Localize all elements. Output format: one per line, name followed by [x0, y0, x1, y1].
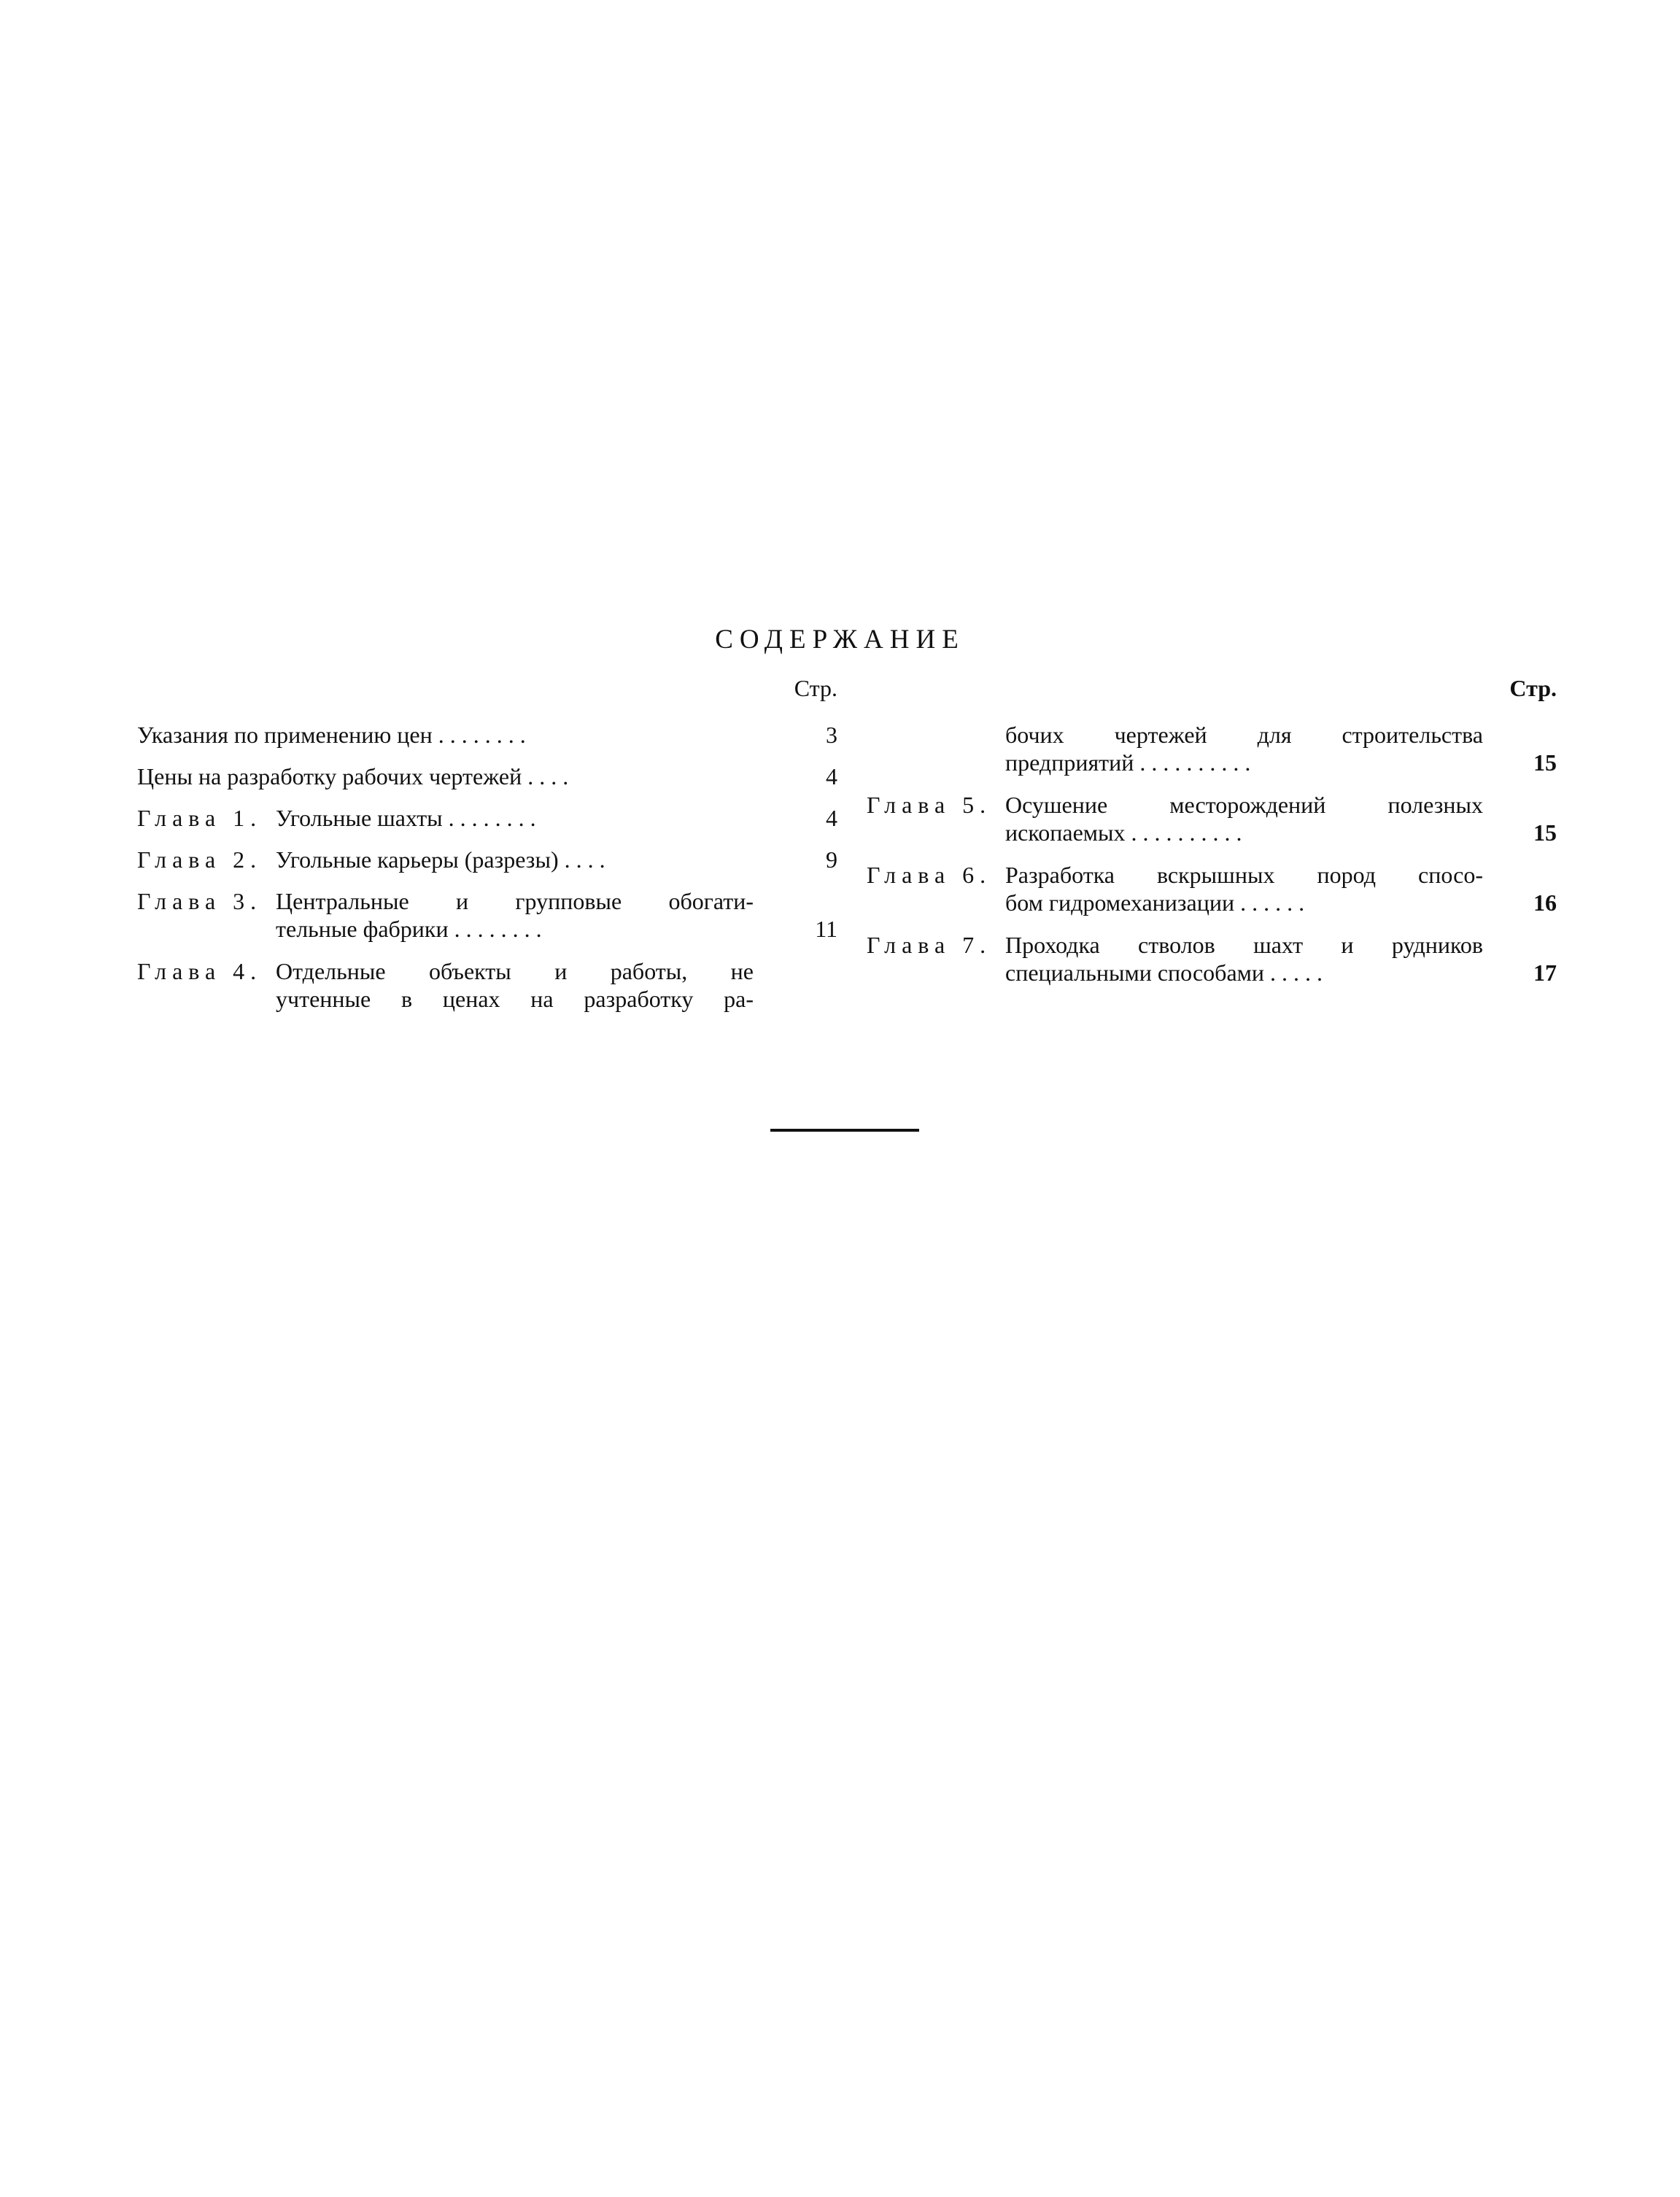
toc-entry-line: Угольные шахты . . . . . . . .	[276, 805, 536, 831]
chapter-label: Глава 6.	[867, 862, 992, 888]
toc-entry-text	[1005, 721, 1483, 776]
page-column-header: Стр.	[794, 675, 837, 701]
toc-entry[interactable]	[867, 861, 1557, 931]
toc-entry-text	[137, 762, 754, 790]
toc-entry-line: учтенные в ценах на разработку ра-	[276, 986, 754, 1012]
toc-entry-text	[137, 721, 754, 749]
page-title: СОДЕРЖАНИЕ	[715, 625, 965, 655]
toc-entry-page: 9	[826, 846, 837, 873]
toc-entry-line: специальными способами . . . . .	[1005, 960, 1323, 986]
toc-entry-text	[1005, 861, 1483, 916]
toc-entry-page: 15	[1533, 749, 1557, 776]
toc-entry-page: 15	[1533, 819, 1557, 846]
toc-entry[interactable]	[867, 721, 1557, 791]
chapter-label: Глава 1.	[137, 805, 263, 831]
toc-entry-text	[276, 804, 754, 832]
toc-entry-page: 3	[826, 722, 837, 748]
toc-entries-left	[137, 721, 837, 1013]
toc-entry[interactable]	[137, 957, 837, 1013]
chapter-label: Глава 5.	[867, 792, 992, 818]
toc-entries-right	[867, 721, 1557, 986]
chapter-label: Глава 4.	[137, 958, 263, 984]
toc-entry-page: 16	[1533, 889, 1557, 916]
toc-entry[interactable]	[137, 887, 837, 957]
toc-entry[interactable]	[867, 791, 1557, 861]
toc-entry-line: ископаемых . . . . . . . . . .	[1005, 819, 1242, 846]
toc-entry-page: 17	[1533, 960, 1557, 986]
toc-entry[interactable]	[137, 804, 837, 846]
toc-entry-line: Цены на разработку рабочих чертежей . . . .	[137, 763, 569, 789]
toc-entry-text	[276, 887, 754, 943]
toc-entry-text	[276, 846, 754, 873]
toc-entry-line: Угольные карьеры (разрезы) . . . .	[276, 846, 605, 873]
toc-entry-page: 4	[826, 805, 837, 831]
toc-entry-text	[276, 957, 754, 1013]
toc-entry-line: бочих чертежей для строительства	[1005, 722, 1483, 748]
toc-entry-line: Указания по применению цен . . . . . . . .	[137, 722, 526, 748]
toc-entry-line: Осушение месторождений полезных	[1005, 792, 1483, 818]
toc-entry[interactable]	[137, 846, 837, 887]
chapter-label: Глава 7.	[867, 932, 992, 958]
toc-entry-line: бом гидромеханизации . . . . . .	[1005, 889, 1305, 916]
chapter-label: Глава 3.	[137, 888, 263, 914]
toc-entry-page: 11	[815, 916, 837, 942]
toc-entry[interactable]	[867, 931, 1557, 986]
toc-entry-line: Отдельные объекты и работы, не	[276, 958, 754, 984]
toc-entry-page: 4	[826, 763, 837, 789]
toc-entry-line: Проходка стволов шахт и рудников	[1005, 932, 1483, 958]
toc-entry-line: предприятий . . . . . . . . . .	[1005, 749, 1251, 776]
toc-entry[interactable]	[137, 721, 837, 762]
toc-entry-line: Разработка вскрышных пород спосо-	[1005, 862, 1483, 888]
toc-entry-text	[1005, 931, 1483, 986]
toc-entry-line: тельные фабрики . . . . . . . .	[276, 916, 542, 942]
page-column-header: Стр.	[1509, 675, 1557, 701]
toc-entry[interactable]	[137, 762, 837, 804]
chapter-label: Глава 2.	[137, 846, 263, 873]
section-divider	[770, 1129, 919, 1132]
toc-entry-text	[1005, 791, 1483, 846]
toc-entry-line: Центральные и групповые обогати-	[276, 888, 754, 914]
